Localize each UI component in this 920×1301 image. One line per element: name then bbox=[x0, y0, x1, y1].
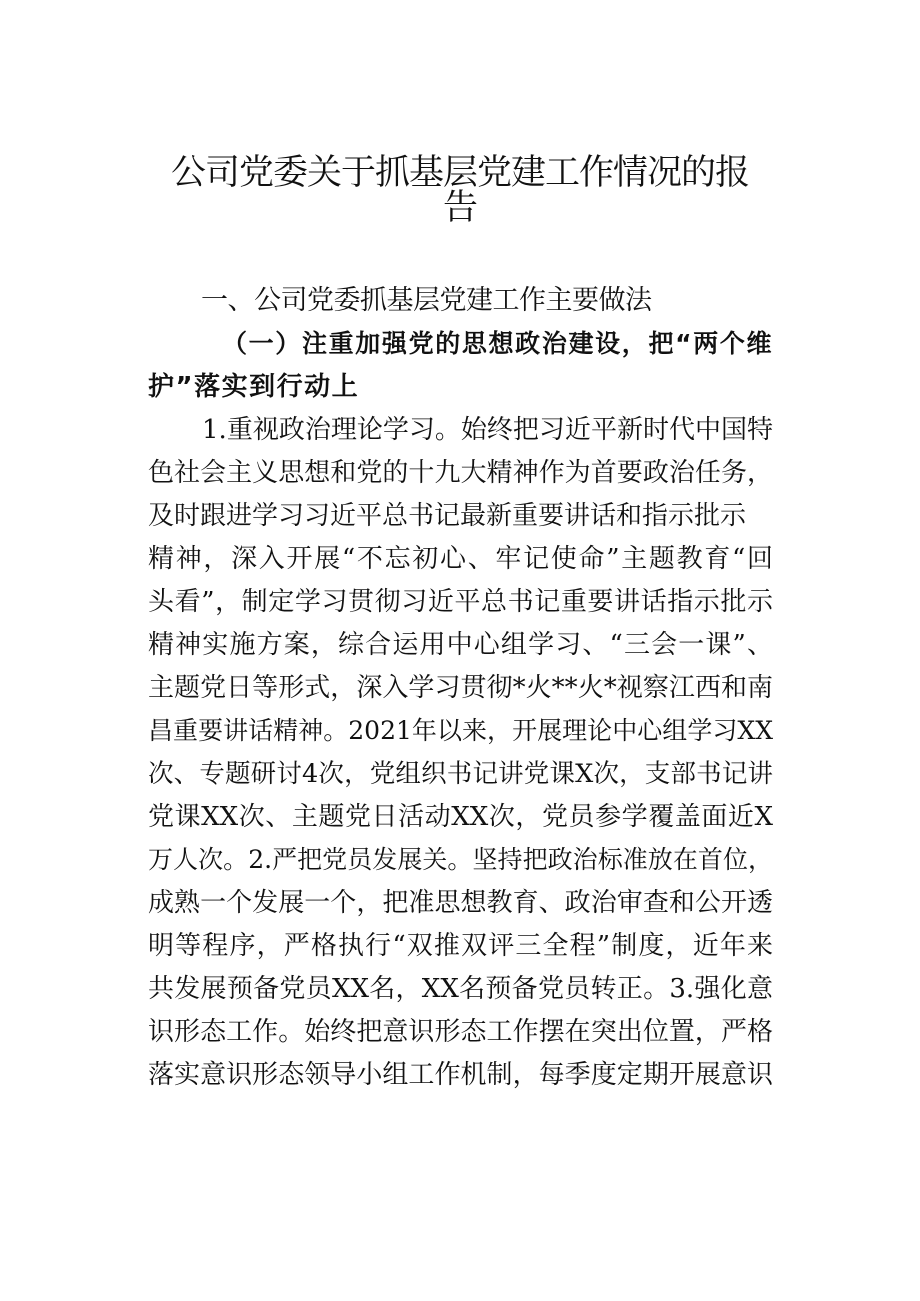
subsection-heading-line-1: （一）注重加强党的思想政治建设，把“两个维 bbox=[222, 329, 773, 358]
body-line-13: 明等程序，严格执行“双推双评三全程”制度，近年来 bbox=[148, 931, 773, 961]
body-line-9: 次、专题研讨4次，党组织书记讲党课X次，支部书记讲 bbox=[148, 759, 773, 789]
body-line-4: 精神，深入开展“不忘初心、牢记使命”主题教育“回 bbox=[148, 544, 773, 574]
body-line-11: 万人次。2.严把党员发展关。坚持把政治标准放在首位， bbox=[148, 845, 773, 874]
document-title-line-1: 公司党委关于抓基层党建工作情况的报 bbox=[170, 153, 749, 193]
body-line-6: 精神实施方案，综合运用中心组学习、“三会一课”、 bbox=[148, 630, 773, 660]
document-title-line-2: 告 bbox=[442, 188, 477, 228]
body-line-5: 头看”，制定学习贯彻习近平总书记重要讲话指示批示 bbox=[148, 587, 773, 617]
body-line-1: 1.重视政治理论学习。始终把习近平新时代中国特 bbox=[202, 415, 773, 445]
body-line-3: 及时跟进学习习近平总书记最新重要讲话和指示批示 bbox=[148, 501, 747, 531]
body-line-7: 主题党日等形式，深入学习贯彻*火**火*视察江西和南 bbox=[148, 673, 773, 703]
body-line-8: 昌重要讲话精神。2021年以来，开展理论中心组学习XX bbox=[148, 716, 773, 745]
body-line-2: 色社会主义思想和党的十九大精神作为首要政治任务， bbox=[148, 458, 773, 488]
body-line-15: 识形态工作。始终把意识形态工作摆在突出位置，严格 bbox=[148, 1017, 773, 1047]
body-line-10: 党课XX次、主题党日活动XX次，党员参学覆盖面近X bbox=[148, 802, 773, 832]
body-line-16: 落实意识形态领导小组工作机制，每季度定期开展意识 bbox=[148, 1060, 773, 1090]
subsection-heading-line-2: 护”落实到行动上 bbox=[148, 372, 360, 402]
body-line-12: 成熟一个发展一个，把准思想教育、政治审查和公开透 bbox=[148, 888, 773, 918]
body-line-14: 共发展预备党员XX名，XX名预备党员转正。3.强化意 bbox=[148, 974, 773, 1004]
section-heading: 一、公司党委抓基层党建工作主要做法 bbox=[201, 285, 652, 316]
